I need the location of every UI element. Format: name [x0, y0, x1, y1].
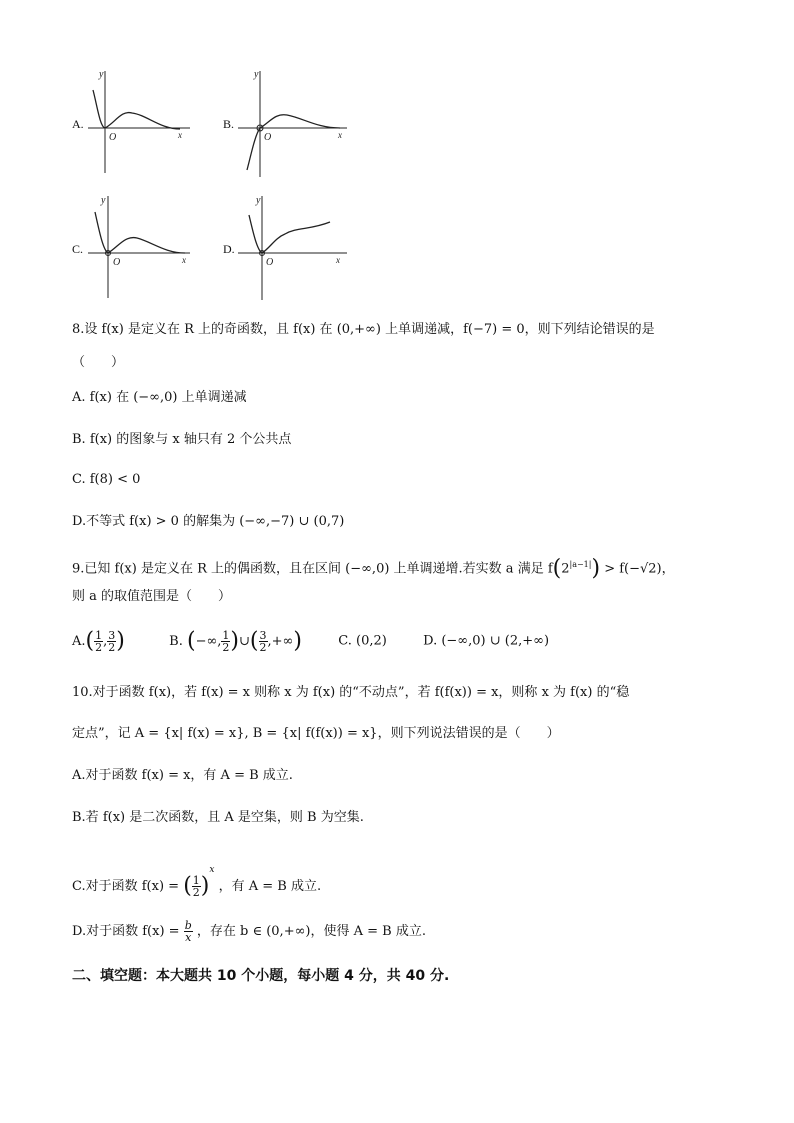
y-axis-label: y	[256, 195, 261, 206]
q8-option-b: B. f(x) 的图象与 x 轴只有 2 个公共点	[72, 432, 292, 447]
graph-a	[85, 65, 195, 175]
q8-option-a: A. f(x) 在 (−∞,0) 上单调递减	[72, 390, 247, 405]
y-axis-label: y	[101, 195, 106, 206]
q9-pow-base: 2	[561, 561, 570, 577]
graph-c-label: C.	[72, 242, 84, 256]
q10-option-b: B.若 f(x) 是二次函数，且 A 是空集，则 B 为空集.	[72, 810, 364, 825]
q9-option-c: C. (0,2)	[338, 633, 387, 649]
x-axis-label: x	[178, 130, 182, 140]
origin-label: O	[264, 132, 272, 143]
origin-label: O	[109, 132, 117, 143]
q9-stem-a: 9.已知 f(x) 是定义在 R 上的偶函数，且在区间 (−∞,0) 上单调递增.若实数 a 满足 f	[72, 561, 553, 577]
q10-option-c: C.对于函数 f(x) = ( $\frac{1}{2}$ )$^x$ ，有 A = B 成立.	[72, 865, 322, 899]
x-axis-label: x	[336, 255, 340, 265]
q10-stem2: 定点”，记 A = {x| f(x) = x}, B = {x| f(f(x)) = x}，则下列说法错误的是（ ）	[72, 726, 560, 741]
origin-label: O	[266, 257, 274, 268]
graph-b-label: B.	[223, 117, 235, 131]
q10-option-d: D.对于函数 f(x) = $\frac{b}{x}$ ，存在 b ∈ (0,+∞)，使得 A = B 成立.	[72, 919, 426, 944]
q9-options	[72, 622, 549, 660]
q10-stem1: 10.对于函数 f(x)，若 f(x) = x 则称 x 为 f(x) 的“不动点”，若 f(f(x)) = x，则称 x 为 f(x) 的“稳	[72, 685, 630, 700]
q8-option-d: D.不等式 f(x) > 0 的解集为 (−∞,−7) ∪ (0,7)	[72, 514, 345, 529]
x-axis-label: x	[182, 255, 186, 265]
q10-option-a: A.对于函数 f(x) = x，有 A = B 成立.	[72, 768, 293, 783]
origin-label: O	[113, 257, 121, 268]
graph-d	[235, 190, 355, 302]
graph-a-label: A.	[72, 117, 84, 131]
q9-option-a: A.( $\frac{1}{2}$ , $\frac{3}{2}$ )	[72, 628, 125, 654]
graph-b	[235, 65, 355, 180]
q8-option-c: C. f(8) < 0	[72, 472, 141, 487]
graph-c	[85, 190, 195, 300]
q9-option-b: B. (−∞, $\frac{1}{2}$ )∪( $\frac{3}{2}$ ,+∞)	[169, 628, 302, 654]
q8-paren: （ ）	[72, 355, 125, 370]
section-2-heading: 二、填空题：本大题共 10 个小题，每小题 4 分，共 40 分.	[72, 968, 450, 984]
q9-stem-b: > f(−√2)，	[604, 561, 675, 577]
q9-stem: 9.已知 f(x) 是定义在 R 上的偶函数，且在区间 (−∞,0) 上单调递增.若实数 a 满足 $f(2^{|a-1|}) > f(-√2)$，	[72, 555, 675, 581]
q8-stem: 8.设 f(x) 是定义在 R 上的奇函数，且 f(x) 在 (0,+∞) 上单调递减，f(−7) = 0，则下列结论错误的是	[72, 322, 655, 337]
x-axis-label: x	[338, 130, 342, 140]
q9-pow-exp: |a−1|	[569, 560, 592, 569]
q9-stem2: 则 a 的取值范围是（ ）	[72, 589, 232, 604]
y-axis-label: y	[99, 69, 104, 80]
q9-option-d: D. (−∞,0) ∪ (2,+∞)	[423, 633, 550, 649]
y-axis-label: y	[254, 69, 259, 80]
graph-d-label: D.	[223, 242, 235, 256]
